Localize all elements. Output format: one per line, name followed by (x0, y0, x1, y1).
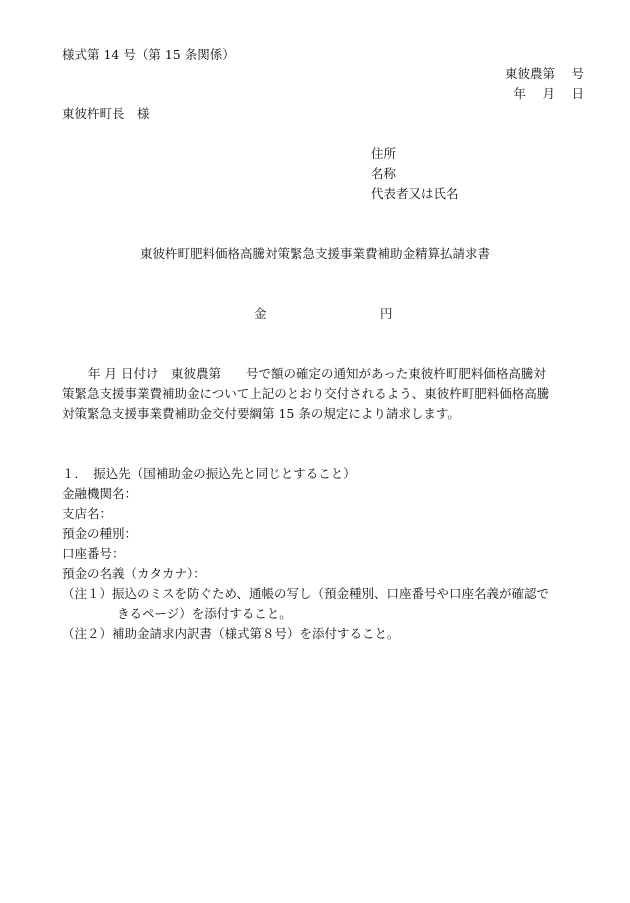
note-2: （注２）補助金請求内訳書（様式第８号）を添付すること。 (62, 626, 400, 641)
note-1-line-1: （注１）振込のミスを防ぐため、通帳の写し（預金種別、口座番号や口座名義が確認で (62, 586, 550, 601)
field-account-number: 口座番号： (62, 546, 125, 561)
applicant-name-label: 名称 (371, 166, 397, 181)
addressee: 東彼杵町長 様 (62, 106, 150, 121)
document-title: 東彼杵町肥料価格高騰対策緊急支援事業費補助金精算払請求書 (139, 246, 490, 261)
field-branch-name: 支店名： (62, 506, 113, 521)
field-account-holder: 預金の名義（カタカナ）： (62, 566, 206, 581)
document-number: 東彼農第 号 (505, 66, 584, 81)
applicant-representative-label: 代表者又は氏名 (371, 186, 459, 201)
amount-suffix: 円 (380, 306, 393, 321)
field-bank-name: 金融機関名： (62, 486, 138, 501)
body-line-2: 策緊急支援事業費補助金について上記のとおり交付されるよう、東彼杵町肥料価格高騰 (62, 386, 550, 401)
note-1-line-2: きるページ）を添付すること。 (117, 606, 292, 621)
field-deposit-type: 預金の種別： (62, 526, 138, 541)
amount-prefix: 金 (254, 306, 267, 321)
date-line: 年 月 日 (513, 86, 584, 101)
body-line-3: 対策緊急支援事業費補助金交付要綱第 15 条の規定により請求します。 (62, 406, 460, 421)
applicant-address-label: 住所 (371, 146, 397, 161)
section-1-heading: １． 振込先（国補助金の振込先と同じとすること） (62, 466, 356, 481)
body-line-1: 年 月 日付け 東彼農第 号で額の確定の通知があった東彼杵町肥料価格高騰対 (88, 366, 546, 381)
form-number: 様式第 14 号（第 15 条関係） (62, 47, 235, 62)
